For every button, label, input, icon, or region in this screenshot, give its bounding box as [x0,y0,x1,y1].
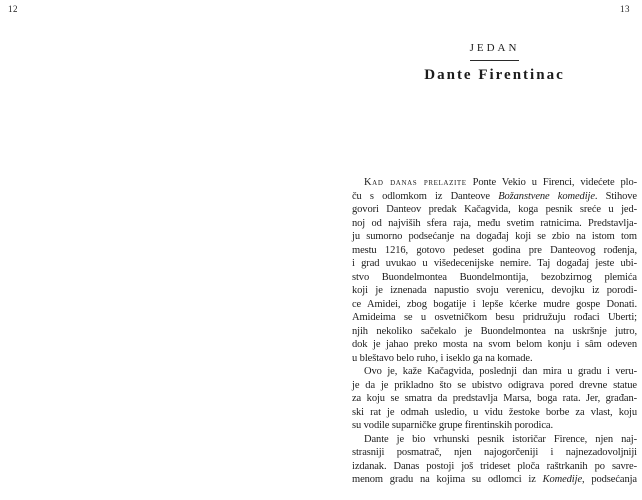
text-line [352,365,637,379]
text-segment: izdanak. Danas postoji još trideset ploča raštrkanih po savre- [352,460,637,472]
text-line [352,460,637,474]
right-page [321,0,642,500]
text-segment: dok je jahao preko mosta na svom belom konju i sâm odeven [352,339,637,350]
chapter-title: Dante Firentinac [424,67,565,83]
text-line [352,446,637,460]
text-line [352,217,637,231]
paragraph [352,176,637,365]
smallcaps-text-segment: Kad danas prelazite [364,177,467,188]
text-segment: koji je iznenada napustio svoju verenicu, devojku iz porodi- [352,285,637,296]
text-segment: strasniji posmatrač, njen najogorčeniji i najnezadovoljniji [352,447,637,458]
text-line [352,203,637,217]
paragraph [352,433,637,487]
text-line [352,338,637,352]
text-line [352,230,637,244]
text-segment: su vodile suparničke grupe firentinskih porodica. [352,420,553,431]
text-line [352,284,637,298]
text-segment: mestu 1216, gotovo pedeset godina pre Danteovog rođenja, [352,244,637,256]
text-segment: ce Amidei, zbog bogatije i lepše kćerke mudre gospe Donati. [352,298,637,310]
text-line [352,271,637,285]
text-segment: i grad uvukao u višedecenijske nemire. Taj događaj jeste ubi- [352,258,637,269]
text-segment: stvo Buondelmontea Buondelmontija, bezobzirnog plemića [352,271,637,283]
text-line [352,379,637,393]
text-line [352,257,637,271]
text-line [352,392,637,406]
text-segment: , podsećanja [582,474,637,485]
text-segment: u bleštavo belo ruho, i iseklo ga na komade. [352,352,533,364]
text-segment: je da je prikladno što se ubistvo odigrava pored drevne statue [352,379,637,391]
text-line [352,433,637,447]
right-page-number: 13 [620,4,630,14]
body-text [352,176,637,487]
paragraph [352,365,637,433]
text-segment: noj od najviših sfera raja, među svetim ratnicima. Predstavlja- [352,217,637,229]
text-segment: Dante je bio vrhunski pesnik istoričar Firence, njen naj- [364,433,637,445]
left-page-number: 12 [8,4,18,14]
text-segment: njih nekoliko sačekalo je Buondelmontea na uskršnje jutro, [352,325,637,337]
text-segment: ski rat je odmah usledio, u vidu žestoke borbe za vlast, koju [352,406,637,418]
text-line [352,176,637,190]
text-line [352,325,637,339]
chapter-number-heading [352,42,637,61]
text-segment: ju sumorno podsećanje na događaj koji se zbio na istom tom [352,231,637,242]
text-line [352,406,637,420]
chapter-number-label: JEDAN [470,42,520,61]
italic-text-segment: Komedije [542,474,583,485]
text-segment: menom gradu na kojima su odlomci iz [352,474,543,485]
text-line [352,352,637,366]
text-segment: Ponte Vekio u Firenci, videćete plo- [466,177,637,188]
text-line [352,419,637,433]
text-segment: Amideima se u osvetničkom besu pridružuju rođaci Uberti; [352,312,637,323]
text-line [352,311,637,325]
text-segment: ču s odlomkom iz Danteove [352,190,499,202]
text-line [352,473,637,487]
text-segment: za koju se smatra da predstavlja Marsa, boga rata. Jer, građan- [352,393,637,404]
text-segment: Ovo je, kaže Kačagvida, poslednji dan mira u gradu i veru- [364,366,637,377]
text-line [352,298,637,312]
text-line [352,244,637,258]
italic-text-segment: Božanstvene komedije [498,190,595,202]
text-segment: govori Danteov predak Kačagvida, koga pesnik sreće u jed- [352,204,637,215]
text-line [352,190,637,204]
text-segment: . Stihove [594,190,637,202]
